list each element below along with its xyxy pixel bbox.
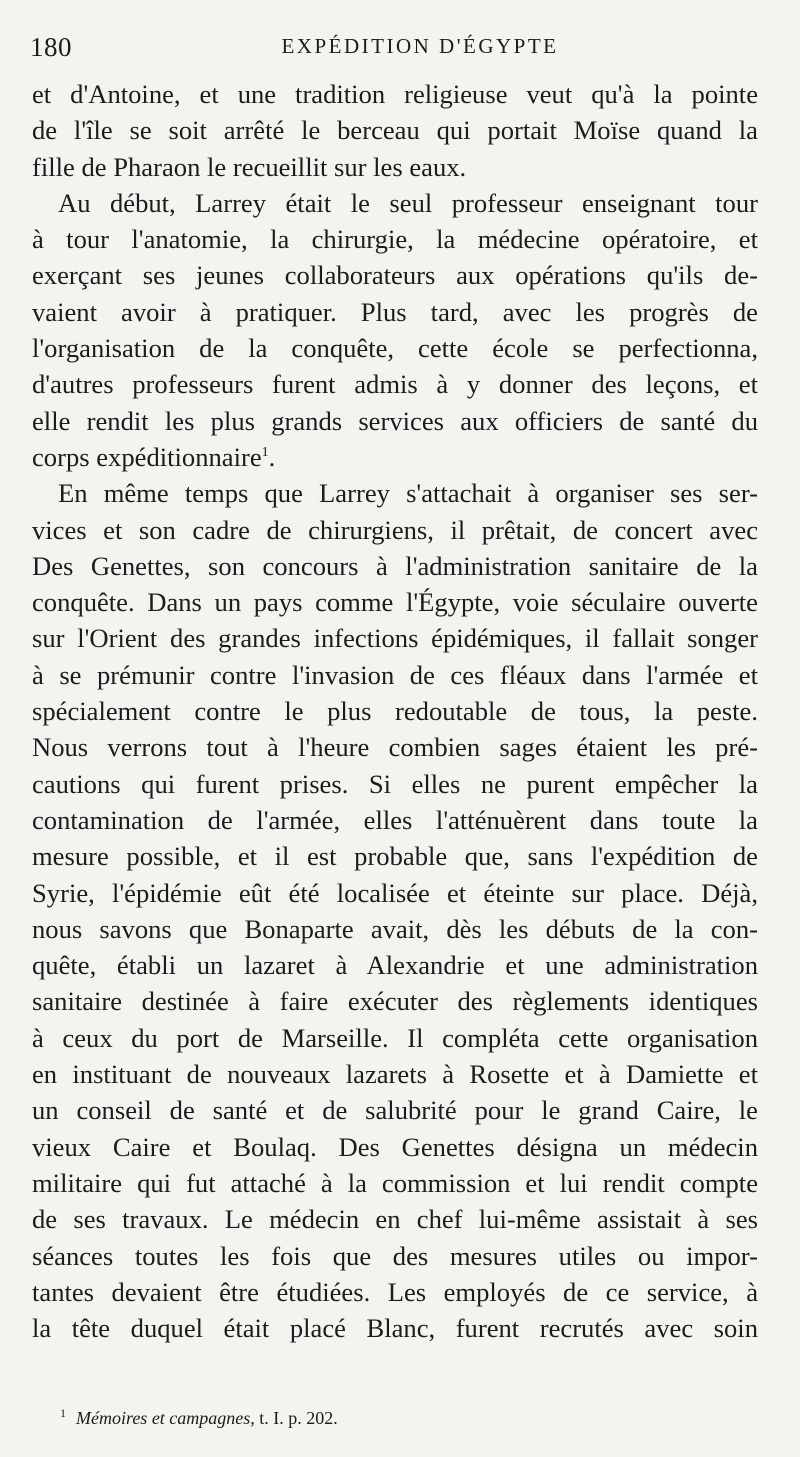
text-line: nous savons que Bonaparte avait, dès les débuts de la con- [32,913,758,944]
text-line: et d'Antoine, et une tradition religieuse veut qu'à la pointe [32,79,758,109]
footnote-title: Mémoires et campagnes, [76,1408,255,1428]
text-line: vaient avoir à pratiquer. Plus tard, avec les progrès de [32,296,758,327]
text-line: à ceux du port de Marseille. Il compléta cette organisation [32,1022,758,1053]
text-line: Des Genettes, son concours à l'administration sanitaire de la [32,550,758,581]
text-line: Au début, Larrey était le seul professeur enseignant tour [58,187,758,218]
footnote-reference[interactable]: 1 [261,445,269,461]
text-line: d'autres professeurs furent admis à y donner des leçons, et [32,369,758,400]
text-line: quête, établi un lazaret à Alexandrie et une administration [32,950,758,981]
text-line: un conseil de santé et de salubrité pour le grand Caire, le [32,1095,758,1126]
running-head: EXPÉDITION D'ÉGYPTE [281,34,559,58]
body-text [32,76,758,1346]
text-line: sur l'Orient des grandes infections épidémiques, il fallait songer [32,623,758,654]
paragraph [32,185,758,475]
text-line: Syrie, l'épidémie eût été localisée et éteinte sur place. Déjà, [32,877,758,908]
text-line: à tour l'anatomie, la chirurgie, la médecine opératoire, et [32,224,758,255]
paragraph [32,76,758,185]
footnote-citation: t. I. p. 202. [254,1408,338,1428]
text-line: fille de Pharaon le recueillit sur les eaux. [32,151,467,182]
text-line: séances toutes les fois que des mesures utiles ou impor- [32,1240,758,1271]
text-line: vices et son cadre de chirurgiens, il prêtait, de concert avec [32,514,758,545]
text-line: vieux Caire et Boulaq. Des Genettes désigna un médecin [32,1131,758,1162]
page-number: 180 [30,32,72,62]
text-line: elle rendit les plus grands services aux officiers de santé du [32,405,758,436]
text-line: tantes devaient être étudiées. Les employés de ce service, à [32,1276,758,1307]
text-line: militaire qui fut attaché à la commission et lui rendit compte [32,1167,758,1198]
paragraph [32,475,758,1346]
text-line: exerçant ses jeunes collaborateurs aux opérations qu'ils de- [32,260,758,291]
text-line: de l'île se soit arrêté le berceau qui portait Moïse quand la [32,115,758,146]
text-line: cautions qui furent prises. Si elles ne purent empêcher la [32,768,758,799]
text-line: à se prémunir contre l'invasion de ces fléaux dans l'armée et [32,659,758,690]
text-line: mesure possible, et il est probable que, sans l'expédition de [32,841,758,872]
footnote-mark: 1 [60,1406,66,1420]
text-line: l'organisation de la conquête, cette école se perfectionna, [32,333,758,364]
text-line: spécialement contre le plus redoutable de tous, la peste. [32,696,758,727]
text-line: contamination de l'armée, elles l'atténuèrent dans toute la [32,804,758,835]
text-line: sanitaire destinée à faire exécuter des règlements identiques [32,986,758,1017]
page-header [30,28,770,68]
text-line: la tête duquel était placé Blanc, furent recrutés avec soin [32,1313,758,1344]
text-tail: . [268,441,276,472]
text-line: de ses travaux. Le médecin en chef lui-même assistait à ses [32,1204,758,1235]
text-line: corps expéditionnaire$^1$. [32,441,276,472]
text-line: En même temps que Larrey s'attachait à organiser ses ser- [58,478,758,509]
text-line: conquête. Dans un pays comme l'Égypte, voie séculaire ouverte [32,587,758,618]
text-line: en instituant de nouveaux lazarets à Rosette et à Damiette et [32,1059,758,1090]
text-line: Nous verrons tout à l'heure combien sages étaient les pré- [32,732,758,763]
footnote [60,1402,338,1429]
